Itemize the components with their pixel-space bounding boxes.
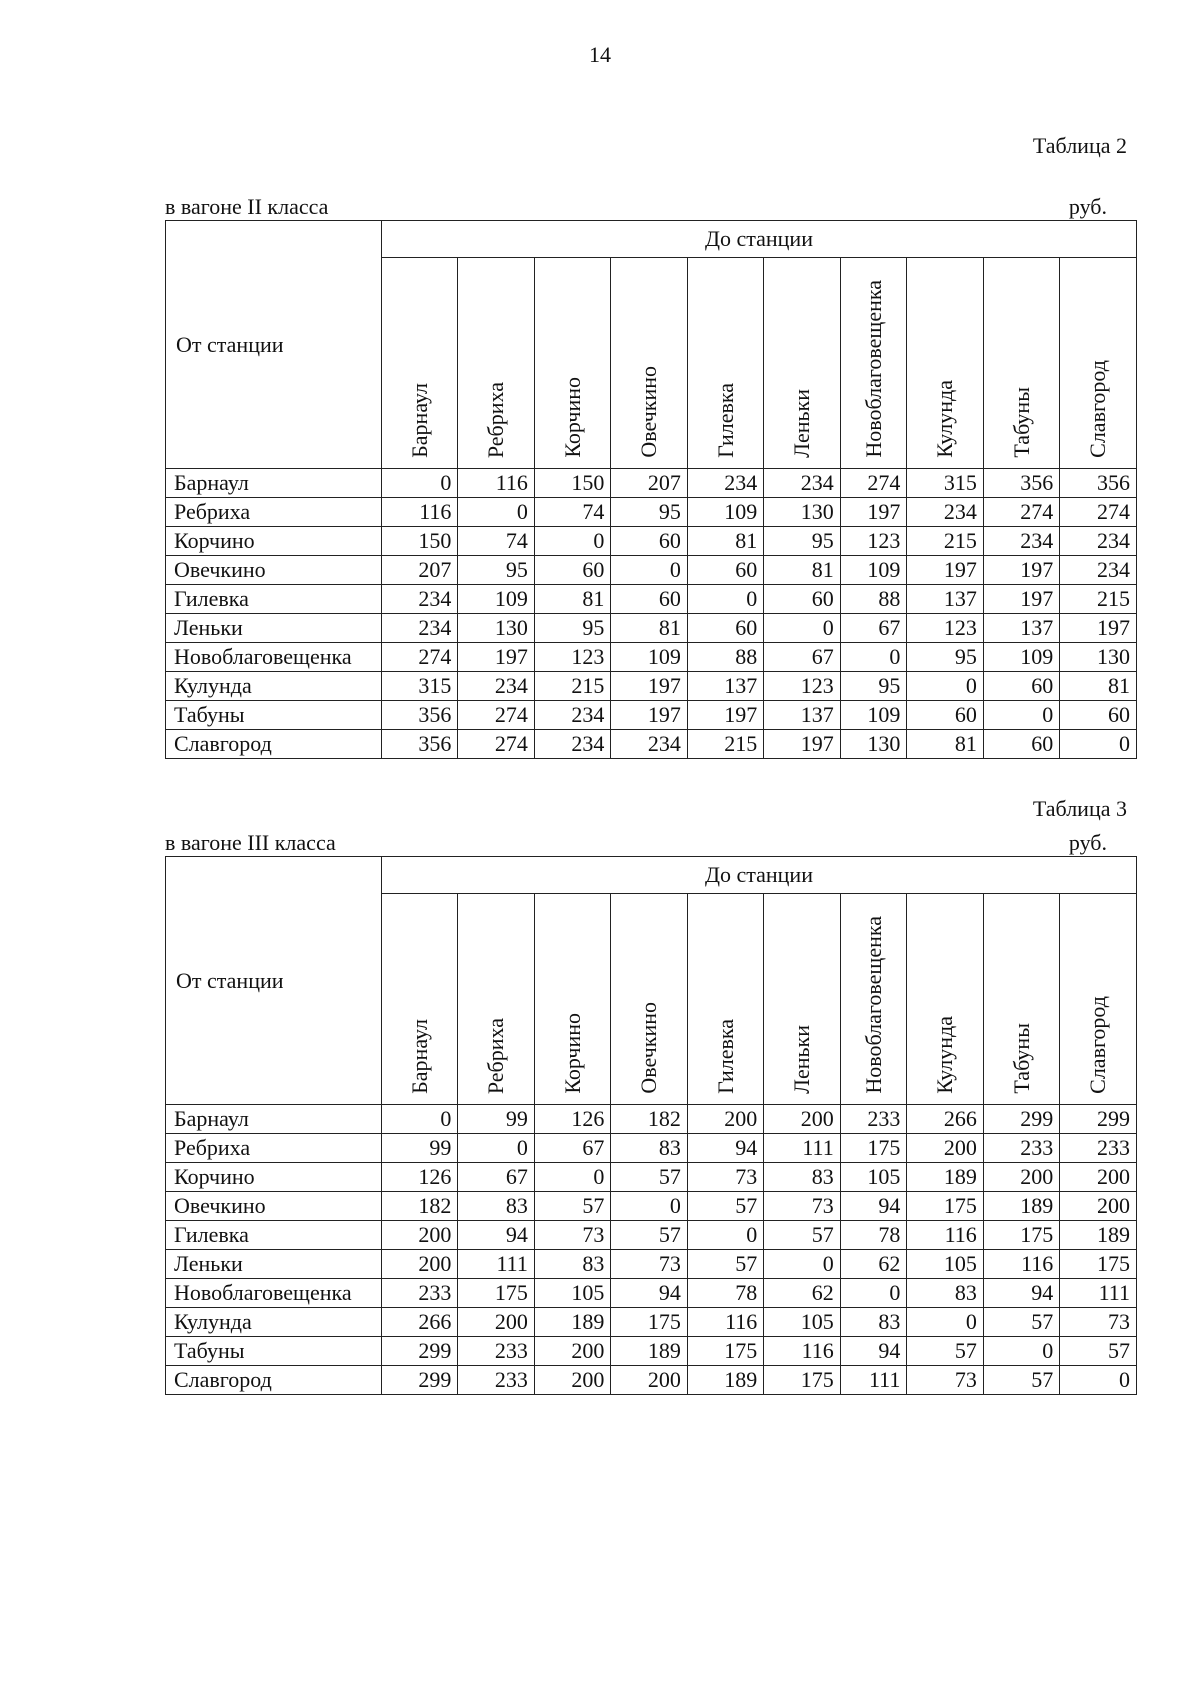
fare-cell: 234: [764, 469, 840, 498]
fare-cell: 200: [1060, 1163, 1137, 1192]
fare-cell: 81: [764, 556, 840, 585]
fare-cell: 175: [840, 1134, 907, 1163]
table-row: [166, 498, 1137, 527]
fare-cell: 73: [764, 1192, 840, 1221]
fare-cell: 197: [983, 585, 1059, 614]
fare-cell: 111: [458, 1250, 534, 1279]
fare-cell: 67: [534, 1134, 610, 1163]
column-header-label: Ребриха: [483, 1017, 509, 1094]
fare-cell: 81: [534, 585, 610, 614]
fare-cell: 189: [983, 1192, 1059, 1221]
fare-cell: 175: [458, 1279, 534, 1308]
fare-cell: 126: [534, 1105, 610, 1134]
fare-cell: 105: [840, 1163, 907, 1192]
fare-cell: 207: [381, 556, 457, 585]
fare-cell: 67: [458, 1163, 534, 1192]
column-header-label: Новоблаговещенка: [860, 916, 886, 1094]
fare-cell: 67: [764, 643, 840, 672]
row-station-name: Барнаул: [166, 1105, 382, 1134]
table2-caption: Таблица 2: [1032, 133, 1127, 158]
fare-cell: 299: [983, 1105, 1059, 1134]
table-row: [166, 643, 1137, 672]
column-header: [1060, 258, 1137, 469]
fare-cell: 137: [764, 701, 840, 730]
fare-cell: 175: [687, 1337, 763, 1366]
table2-subtitle: в вагоне II класса: [165, 194, 329, 219]
fare-cell: 60: [764, 585, 840, 614]
fare-cell: 123: [534, 643, 610, 672]
fare-cell: 60: [983, 730, 1059, 759]
fare-cell: 60: [611, 585, 687, 614]
fare-cell: 81: [907, 730, 983, 759]
fare-cell: 0: [534, 527, 610, 556]
row-station-name: Славгород: [166, 1366, 382, 1395]
fare-cell: 197: [764, 730, 840, 759]
fare-cell: 78: [840, 1221, 907, 1250]
fare-cell: 0: [840, 1279, 907, 1308]
fare-cell: 81: [1060, 672, 1137, 701]
fare-cell: 299: [381, 1337, 457, 1366]
fare-cell: 299: [381, 1366, 457, 1395]
row-station-name: Табуны: [166, 1337, 382, 1366]
column-header-label: Гилевка: [712, 383, 738, 458]
table-row: [166, 1221, 1137, 1250]
column-header: [534, 258, 610, 469]
fare-cell: 130: [840, 730, 907, 759]
table-row: [166, 730, 1137, 759]
fare-cell: 0: [907, 672, 983, 701]
fare-cell: 73: [534, 1221, 610, 1250]
column-header-label: Кулунда: [932, 1016, 958, 1094]
page-number: 14: [589, 42, 611, 67]
fare-cell: 234: [1060, 556, 1137, 585]
fare-cell: 175: [907, 1192, 983, 1221]
fare-cell: 123: [840, 527, 907, 556]
fare-cell: 356: [381, 701, 457, 730]
fare-cell: 62: [764, 1279, 840, 1308]
fare-cell: 197: [840, 498, 907, 527]
fare-cell: 197: [458, 643, 534, 672]
fare-cell: 78: [687, 1279, 763, 1308]
column-header: [983, 258, 1059, 469]
column-header-label: Барнаул: [406, 383, 432, 458]
row-station-name: Корчино: [166, 527, 382, 556]
column-header: [764, 894, 840, 1105]
fare-cell: 60: [687, 614, 763, 643]
table-row: [166, 469, 1137, 498]
fare-cell: 274: [381, 643, 457, 672]
fare-cell: 116: [458, 469, 534, 498]
fare-cell: 83: [907, 1279, 983, 1308]
column-header-label: Табуны: [1008, 387, 1034, 458]
fare-cell: 197: [687, 701, 763, 730]
fare-cell: 109: [458, 585, 534, 614]
fare-cell: 111: [764, 1134, 840, 1163]
column-header: [381, 258, 457, 469]
fare-cell: 233: [458, 1337, 534, 1366]
fare-cell: 234: [983, 527, 1059, 556]
fare-cell: 207: [611, 469, 687, 498]
fare-cell: 109: [983, 643, 1059, 672]
fare-cell: 94: [458, 1221, 534, 1250]
fare-cell: 0: [764, 614, 840, 643]
fare-cell: 0: [687, 585, 763, 614]
fare-cell: 189: [907, 1163, 983, 1192]
fare-cell: 0: [534, 1163, 610, 1192]
column-header-label: Барнаул: [406, 1019, 432, 1094]
table-row: [166, 1192, 1137, 1221]
fare-cell: 234: [381, 614, 457, 643]
fare-cell: 57: [1060, 1337, 1137, 1366]
fare-cell: 234: [534, 701, 610, 730]
fare-cell: 123: [907, 614, 983, 643]
column-header-label: Корчино: [559, 1013, 585, 1094]
fare-cell: 0: [1060, 1366, 1137, 1395]
column-header: [458, 894, 534, 1105]
row-station-name: Табуны: [166, 701, 382, 730]
fare-cell: 116: [687, 1308, 763, 1337]
fare-cell: 200: [907, 1134, 983, 1163]
fare-cell: 200: [1060, 1192, 1137, 1221]
fare-cell: 130: [458, 614, 534, 643]
fare-cell: 197: [1060, 614, 1137, 643]
table3-subtitle: в вагоне III класса: [165, 830, 336, 855]
table3-caption: Таблица 3: [1032, 796, 1127, 821]
fare-cell: 356: [381, 730, 457, 759]
column-header-label: Ребриха: [483, 381, 509, 458]
table-row: [166, 1337, 1137, 1366]
fare-cell: 274: [1060, 498, 1137, 527]
fare-cell: 182: [611, 1105, 687, 1134]
table3-currency: руб.: [1068, 830, 1107, 855]
fare-cell: 73: [1060, 1308, 1137, 1337]
fare-cell: 197: [611, 672, 687, 701]
fare-cell: 109: [687, 498, 763, 527]
row-station-name: Овечкино: [166, 1192, 382, 1221]
fare-cell: 95: [458, 556, 534, 585]
column-header: [840, 258, 907, 469]
fare-cell: 215: [534, 672, 610, 701]
fare-cell: 109: [840, 701, 907, 730]
fare-cell: 83: [764, 1163, 840, 1192]
fare-cell: 94: [840, 1192, 907, 1221]
to-station-header: До станции: [381, 857, 1136, 894]
fare-cell: 73: [687, 1163, 763, 1192]
from-station-header: От станции: [166, 857, 382, 1105]
fare-cell: 215: [907, 527, 983, 556]
table-row: [166, 1163, 1137, 1192]
fare-cell: 0: [1060, 730, 1137, 759]
table2-currency: руб.: [1068, 194, 1107, 219]
row-station-name: Леньки: [166, 1250, 382, 1279]
row-station-name: Кулунда: [166, 672, 382, 701]
fare-cell: 57: [983, 1366, 1059, 1395]
column-header-label: Леньки: [789, 389, 815, 458]
table-row: [166, 1279, 1137, 1308]
fare-cell: 0: [381, 1105, 457, 1134]
table2-meta-row: [165, 190, 1137, 220]
fare-cell: 74: [534, 498, 610, 527]
fare-cell: 99: [381, 1134, 457, 1163]
fare-cell: 274: [458, 730, 534, 759]
fare-cell: 67: [840, 614, 907, 643]
column-header-label: Славгород: [1085, 996, 1111, 1094]
fare-cell: 137: [687, 672, 763, 701]
fare-cell: 233: [458, 1366, 534, 1395]
fare-cell: 0: [840, 643, 907, 672]
fare-cell: 94: [611, 1279, 687, 1308]
fare-cell: 175: [611, 1308, 687, 1337]
fare-cell: 60: [611, 527, 687, 556]
column-header: [907, 894, 983, 1105]
fare-cell: 200: [983, 1163, 1059, 1192]
fare-cell: 57: [764, 1221, 840, 1250]
table-row: [166, 527, 1137, 556]
fare-cell: 81: [687, 527, 763, 556]
fare-cell: 62: [840, 1250, 907, 1279]
fare-cell: 57: [611, 1163, 687, 1192]
column-header: [381, 894, 457, 1105]
fare-cell: 234: [534, 730, 610, 759]
fare-cell: 95: [907, 643, 983, 672]
fare-cell: 95: [840, 672, 907, 701]
table2-block: [165, 190, 1137, 759]
fare-cell: 60: [687, 556, 763, 585]
column-header: [458, 258, 534, 469]
fare-cell: 130: [764, 498, 840, 527]
fare-cell: 0: [381, 469, 457, 498]
column-header: [840, 894, 907, 1105]
fare-cell: 137: [907, 585, 983, 614]
fare-cell: 189: [534, 1308, 610, 1337]
column-header-label: Овечкино: [636, 1002, 662, 1094]
fare-cell: 356: [1060, 469, 1137, 498]
fare-cell: 356: [983, 469, 1059, 498]
fare-cell: 175: [764, 1366, 840, 1395]
fare-cell: 116: [381, 498, 457, 527]
fare-cell: 175: [983, 1221, 1059, 1250]
column-header-label: Славгород: [1085, 360, 1111, 458]
fare-cell: 197: [611, 701, 687, 730]
fare-cell: 73: [611, 1250, 687, 1279]
column-header-label: Леньки: [789, 1025, 815, 1094]
fare-cell: 200: [381, 1250, 457, 1279]
fare-cell: 200: [458, 1308, 534, 1337]
fare-cell: 0: [458, 498, 534, 527]
fare-cell: 215: [1060, 585, 1137, 614]
fare-cell: 189: [687, 1366, 763, 1395]
row-station-name: Корчино: [166, 1163, 382, 1192]
fare-cell: 57: [534, 1192, 610, 1221]
fare-cell: 189: [1060, 1221, 1137, 1250]
fare-cell: 0: [764, 1250, 840, 1279]
fare-cell: 197: [983, 556, 1059, 585]
table-row: [166, 672, 1137, 701]
column-header: [687, 894, 763, 1105]
to-station-header: До станции: [381, 221, 1136, 258]
fare-cell: 234: [611, 730, 687, 759]
row-station-name: Новоблаговещенка: [166, 1279, 382, 1308]
table-row: [166, 1366, 1137, 1395]
fare-cell: 137: [983, 614, 1059, 643]
fare-cell: 200: [534, 1366, 610, 1395]
fare-cell: 233: [381, 1279, 457, 1308]
fare-cell: 94: [687, 1134, 763, 1163]
fare-cell: 94: [983, 1279, 1059, 1308]
table-row: [166, 556, 1137, 585]
fare-cell: 200: [687, 1105, 763, 1134]
fare-cell: 234: [687, 469, 763, 498]
column-header: [611, 894, 687, 1105]
row-station-name: Гилевка: [166, 1221, 382, 1250]
fare-cell: 99: [458, 1105, 534, 1134]
fare-cell: 60: [1060, 701, 1137, 730]
fare-cell: 0: [611, 1192, 687, 1221]
fare-cell: 57: [907, 1337, 983, 1366]
column-header: [764, 258, 840, 469]
fare-cell: 274: [840, 469, 907, 498]
fare-cell: 0: [611, 556, 687, 585]
fare-cell: 57: [687, 1250, 763, 1279]
fare-cell: 83: [534, 1250, 610, 1279]
fare-cell: 81: [611, 614, 687, 643]
column-header: [534, 894, 610, 1105]
table3-block: [165, 826, 1137, 1395]
table-row: [166, 1105, 1137, 1134]
fare-cell: 116: [764, 1337, 840, 1366]
fare-cell: 109: [840, 556, 907, 585]
fare-cell: 274: [983, 498, 1059, 527]
fare-cell: 95: [764, 527, 840, 556]
fare-cell: 200: [611, 1366, 687, 1395]
column-header-label: Овечкино: [636, 366, 662, 458]
table3-meta-row: [165, 826, 1137, 856]
fare-cell: 0: [458, 1134, 534, 1163]
column-header-label: Корчино: [559, 377, 585, 458]
fare-cell: 234: [381, 585, 457, 614]
fare-cell: 315: [381, 672, 457, 701]
fare-cell: 60: [983, 672, 1059, 701]
column-header: [611, 258, 687, 469]
column-header-label: Кулунда: [932, 380, 958, 458]
fare-cell: 83: [840, 1308, 907, 1337]
fare-cell: 215: [687, 730, 763, 759]
fare-table-class-2: [165, 220, 1137, 759]
fare-cell: 60: [534, 556, 610, 585]
fare-cell: 150: [381, 527, 457, 556]
row-station-name: Барнаул: [166, 469, 382, 498]
fare-cell: 123: [764, 672, 840, 701]
fare-cell: 105: [534, 1279, 610, 1308]
fare-cell: 111: [1060, 1279, 1137, 1308]
table-row: [166, 1134, 1137, 1163]
fare-cell: 200: [764, 1105, 840, 1134]
row-station-name: Овечкино: [166, 556, 382, 585]
fare-cell: 197: [907, 556, 983, 585]
fare-cell: 233: [983, 1134, 1059, 1163]
fare-cell: 266: [381, 1308, 457, 1337]
fare-table-class-3: [165, 856, 1137, 1395]
table-row: [166, 614, 1137, 643]
fare-cell: 83: [611, 1134, 687, 1163]
table-row: [166, 701, 1137, 730]
fare-cell: 126: [381, 1163, 457, 1192]
fare-cell: 73: [907, 1366, 983, 1395]
fare-cell: 57: [687, 1192, 763, 1221]
fare-cell: 182: [381, 1192, 457, 1221]
fare-cell: 0: [687, 1221, 763, 1250]
fare-cell: 57: [611, 1221, 687, 1250]
fare-cell: 233: [1060, 1134, 1137, 1163]
fare-cell: 189: [611, 1337, 687, 1366]
fare-cell: 83: [458, 1192, 534, 1221]
column-header-label: Новоблаговещенка: [860, 280, 886, 458]
fare-cell: 234: [1060, 527, 1137, 556]
fare-cell: 274: [458, 701, 534, 730]
fare-cell: 234: [907, 498, 983, 527]
column-header-label: Табуны: [1008, 1023, 1034, 1094]
fare-cell: 60: [907, 701, 983, 730]
column-header: [983, 894, 1059, 1105]
table-row: [166, 1308, 1137, 1337]
fare-cell: 116: [907, 1221, 983, 1250]
fare-cell: 95: [611, 498, 687, 527]
row-station-name: Славгород: [166, 730, 382, 759]
table-row: [166, 585, 1137, 614]
fare-cell: 0: [983, 701, 1059, 730]
column-header: [907, 258, 983, 469]
fare-cell: 88: [687, 643, 763, 672]
fare-cell: 150: [534, 469, 610, 498]
fare-cell: 109: [611, 643, 687, 672]
table-row: [166, 1250, 1137, 1279]
row-station-name: Ребриха: [166, 498, 382, 527]
fare-cell: 116: [983, 1250, 1059, 1279]
column-header-label: Гилевка: [712, 1019, 738, 1094]
column-header: [687, 258, 763, 469]
fare-cell: 0: [907, 1308, 983, 1337]
fare-cell: 0: [983, 1337, 1059, 1366]
row-station-name: Леньки: [166, 614, 382, 643]
fare-cell: 200: [381, 1221, 457, 1250]
fare-cell: 315: [907, 469, 983, 498]
row-station-name: Кулунда: [166, 1308, 382, 1337]
row-station-name: Ребриха: [166, 1134, 382, 1163]
fare-cell: 233: [840, 1105, 907, 1134]
fare-cell: 105: [907, 1250, 983, 1279]
fare-cell: 266: [907, 1105, 983, 1134]
fare-cell: 175: [1060, 1250, 1137, 1279]
column-header: [1060, 894, 1137, 1105]
fare-cell: 111: [840, 1366, 907, 1395]
from-station-header: От станции: [166, 221, 382, 469]
fare-cell: 130: [1060, 643, 1137, 672]
fare-cell: 234: [458, 672, 534, 701]
row-station-name: Новоблаговещенка: [166, 643, 382, 672]
fare-cell: 74: [458, 527, 534, 556]
fare-cell: 105: [764, 1308, 840, 1337]
fare-cell: 94: [840, 1337, 907, 1366]
fare-cell: 95: [534, 614, 610, 643]
fare-cell: 57: [983, 1308, 1059, 1337]
row-station-name: Гилевка: [166, 585, 382, 614]
fare-cell: 200: [534, 1337, 610, 1366]
fare-cell: 88: [840, 585, 907, 614]
fare-cell: 299: [1060, 1105, 1137, 1134]
